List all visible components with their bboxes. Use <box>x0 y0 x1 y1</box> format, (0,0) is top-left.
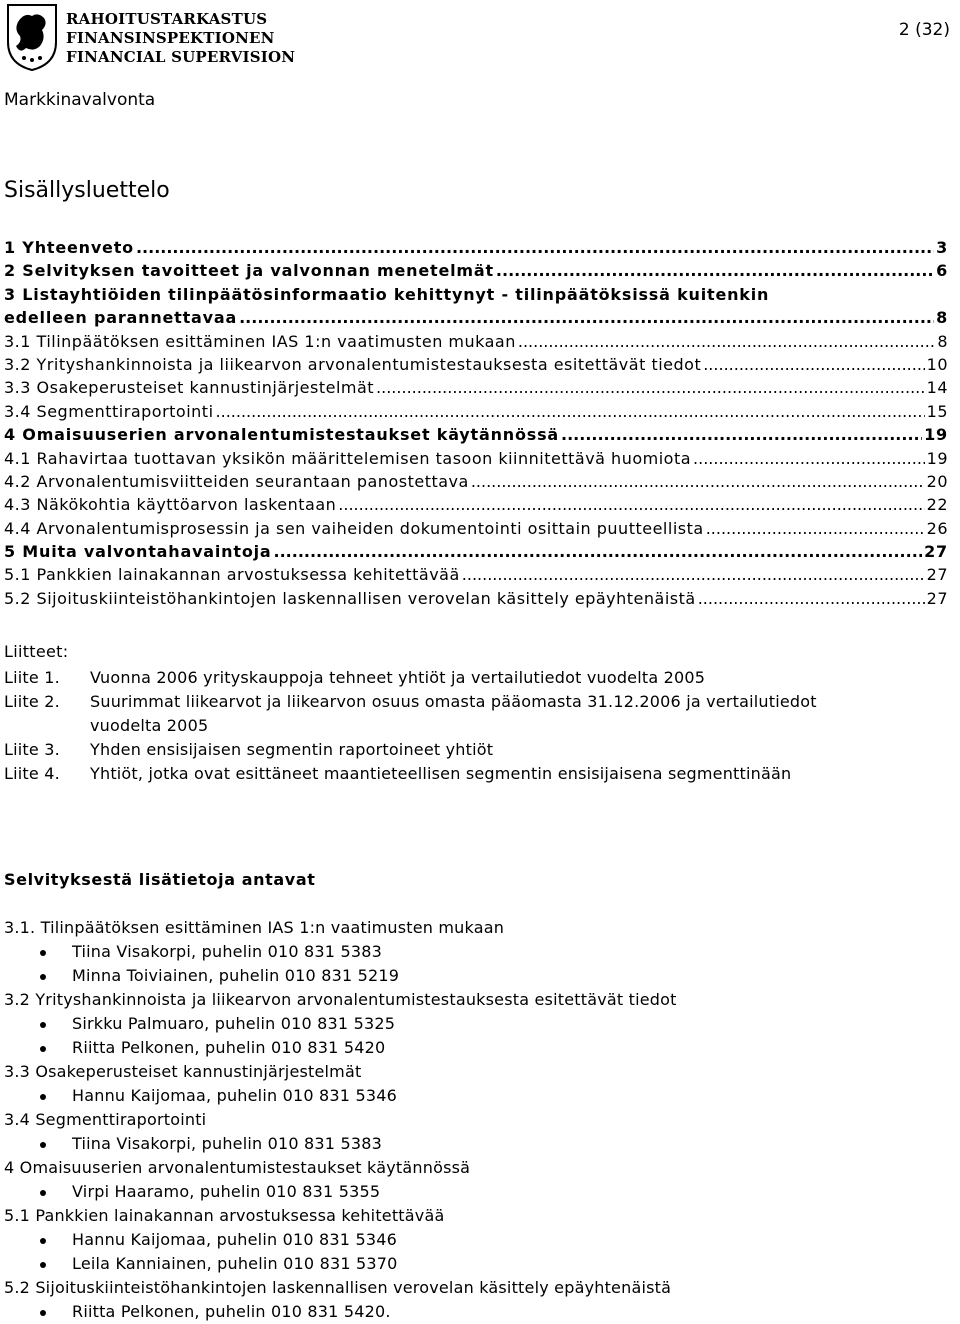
toc-entry-page: 15 <box>926 401 948 421</box>
attachment-id: Liite 1. <box>4 668 60 687</box>
logo-line: FINANCIAL SUPERVISION <box>66 48 296 66</box>
contact-person-text: Riitta Pelkonen, puhelin 010 831 5420. <box>72 1302 391 1321</box>
contact-person <box>4 1084 944 1108</box>
toc-leader-dots <box>471 470 925 493</box>
toc-entry-page: 3 <box>936 238 948 257</box>
toc-entry-label: 4 Omaisuuserien arvonalentumistestaukset käytännössä <box>4 425 559 445</box>
bullet-icon <box>40 950 46 956</box>
attachment-text <box>90 666 960 690</box>
toc-entry-label: 1 Yhteenveto <box>4 238 134 257</box>
toc-entry[interactable] <box>4 330 948 353</box>
contact-person <box>4 1132 944 1156</box>
logo <box>4 2 296 74</box>
contact-topic: 3.2 Yrityshankinnoista ja liikearvon arvonalentumistestauksesta esitettävät tiedot <box>4 990 677 1009</box>
contact-person <box>4 1228 944 1252</box>
bullet-icon <box>40 1238 46 1244</box>
toc-entry-page: 27 <box>926 588 948 608</box>
toc-entry-label: 3.4 Segmenttiraportointi <box>4 401 214 421</box>
contact-person-text: Tiina Visakorpi, puhelin 010 831 5383 <box>72 942 382 961</box>
toc-leader-dots <box>216 400 925 423</box>
toc-leader-dots <box>496 259 934 282</box>
toc-entry[interactable] <box>4 353 948 376</box>
contact-person <box>4 1036 944 1060</box>
toc-entry[interactable] <box>4 376 948 399</box>
toc-entry-page: 6 <box>936 261 948 281</box>
page-number: 2 (32) <box>898 20 950 40</box>
toc-entry-page: 14 <box>926 378 948 398</box>
toc-entry[interactable] <box>4 423 948 446</box>
toc-entry-label: 3.2 Yrityshankinnoista ja liikearvon arvonalentumistestauksesta esitettävät tiedot <box>4 354 702 374</box>
toc-entry[interactable] <box>4 283 948 306</box>
contact-person-text: Riitta Pelkonen, puhelin 010 831 5420 <box>72 1038 386 1057</box>
contact-person-text: Tiina Visakorpi, puhelin 010 831 5383 <box>72 1134 382 1153</box>
contact-topic: 5.2 Sijoituskiinteistöhankintojen laskennallisen verovelan käsittely epäyhtenäistä <box>4 1278 672 1297</box>
toc-entry-page: 8 <box>936 308 948 328</box>
toc-entry-page: 19 <box>926 448 948 468</box>
attachment-item <box>4 690 960 738</box>
toc-leader-dots <box>239 306 934 329</box>
toc-leader-dots <box>274 540 923 563</box>
toc-entry-page: 27 <box>926 565 948 585</box>
toc-title: Sisällysluettelo <box>4 178 170 203</box>
contact-topic: 4 Omaisuuserien arvonalentumistestaukset käytännössä <box>4 1158 471 1177</box>
attachment-text <box>90 738 960 762</box>
department-label: Markkinavalvonta <box>4 90 156 110</box>
contact-person-text: Hannu Kaijomaa, puhelin 010 831 5346 <box>72 1086 397 1105</box>
toc-leader-dots <box>561 423 922 446</box>
toc-entry-label: 5.2 Sijoituskiinteistöhankintojen laskennallisen verovelan käsittely epäyhtenäistä <box>4 588 696 608</box>
logo-text <box>66 10 295 67</box>
attachment-item <box>4 666 960 690</box>
attachment-text-line: Yhden ensisijaisen segmentin raportoineet yhtiöt <box>90 740 494 759</box>
toc-leader-dots <box>706 517 925 540</box>
contact-person-text: Minna Toiviainen, puhelin 010 831 5219 <box>72 966 400 985</box>
attachment-text-line: Suurimmat liikearvot ja liikearvon osuus omasta pääomasta 31.12.2006 ja vertailutiedot <box>90 692 817 711</box>
contact-person <box>4 1180 944 1204</box>
bullet-icon <box>40 974 46 980</box>
toc-entry-label: 2 Selvityksen tavoitteet ja valvonnan menetelmät <box>4 261 494 281</box>
toc-entry-page: 26 <box>926 518 948 538</box>
attachment-id: Liite 4. <box>4 764 60 783</box>
attachments-heading: Liitteet: <box>4 642 69 661</box>
bullet-icon <box>40 1094 46 1100</box>
toc-leader-dots <box>338 493 924 516</box>
attachments-list <box>4 666 960 786</box>
logo-line: RAHOITUSTARKASTUS <box>66 10 268 28</box>
contact-person-text: Virpi Haaramo, puhelin 010 831 5355 <box>72 1182 381 1201</box>
toc-entry[interactable] <box>4 517 948 540</box>
bullet-icon <box>40 1310 46 1316</box>
toc-leader-dots <box>136 236 934 259</box>
attachment-item <box>4 738 960 762</box>
toc-entry[interactable] <box>4 447 948 470</box>
contact-person <box>4 1012 944 1036</box>
attachment-id: Liite 2. <box>4 692 60 711</box>
toc-entry-page: 27 <box>924 542 948 562</box>
toc-entry-page: 20 <box>926 471 948 491</box>
toc-leader-dots <box>518 330 935 353</box>
bullet-icon <box>40 1142 46 1148</box>
contact-person <box>4 1300 944 1324</box>
toc-entry-page: 22 <box>926 495 948 515</box>
toc-leader-dots <box>703 353 924 376</box>
attachment-text <box>90 762 960 786</box>
contact-person-text: Hannu Kaijomaa, puhelin 010 831 5346 <box>72 1230 397 1249</box>
toc-entry[interactable] <box>4 236 948 259</box>
attachment-text <box>90 690 960 738</box>
lion-crest-icon <box>4 2 60 72</box>
attachment-text-line: Yhtiöt, jotka ovat esittäneet maantieteellisen segmentin ensisijaisena segmenttinään <box>90 764 792 783</box>
logo-line: FINANSINSPEKTIONEN <box>66 29 275 47</box>
toc-entry-label: 5.1 Pankkien lainakannan arvostuksessa kehitettävää <box>4 565 460 585</box>
attachment-item <box>4 762 960 786</box>
toc-entry-label: 4.3 Näkökohtia käyttöarvon laskentaan <box>4 495 337 515</box>
toc-entry[interactable] <box>4 493 948 516</box>
toc-entry-label: edelleen parannettavaa <box>4 308 238 328</box>
bullet-icon <box>40 1262 46 1268</box>
bullet-icon <box>40 1046 46 1052</box>
toc-leader-dots <box>698 587 925 610</box>
contact-topic: 3.4 Segmenttiraportointi <box>4 1110 207 1129</box>
toc-entry-label: 5 Muita valvontahavaintoja <box>4 542 272 562</box>
contact-person-text: Leila Kanniainen, puhelin 010 831 5370 <box>72 1254 398 1273</box>
toc-entry[interactable] <box>4 400 948 423</box>
toc-entry-label: 4.2 Arvonalentumisviitteiden seurantaan panostettava <box>4 471 469 491</box>
toc-entry-page: 19 <box>924 425 948 445</box>
toc-entry-label: 3.3 Osakeperusteiset kannustinjärjestelmät <box>4 378 375 398</box>
attachment-text-line: vuodelta 2005 <box>90 716 209 735</box>
toc-entry[interactable] <box>4 259 948 282</box>
toc-entry-label: 3.1 Tilinpäätöksen esittäminen IAS 1:n vaatimusten mukaan <box>4 331 516 351</box>
bullet-icon <box>40 1022 46 1028</box>
toc-entry[interactable] <box>4 540 948 563</box>
toc-leader-dots <box>462 563 925 586</box>
table-of-contents <box>4 236 948 610</box>
toc-entry[interactable] <box>4 306 948 329</box>
attachment-id: Liite 3. <box>4 740 60 759</box>
contact-person <box>4 1252 944 1276</box>
toc-entry-page: 10 <box>926 354 948 374</box>
contact-person <box>4 964 944 988</box>
contact-topic: 3.1. Tilinpäätöksen esittäminen IAS 1:n vaatimusten mukaan <box>4 918 505 937</box>
contact-person <box>4 940 944 964</box>
toc-entry-page: 8 <box>937 331 948 351</box>
bullet-icon <box>40 1190 46 1196</box>
toc-entry[interactable] <box>4 587 948 610</box>
attachment-text-line: Vuonna 2006 yrityskauppoja tehneet yhtiöt ja vertailutiedot vuodelta 2005 <box>90 668 706 687</box>
contact-topic: 5.1 Pankkien lainakannan arvostuksessa kehitettävää <box>4 1206 445 1225</box>
toc-entry[interactable] <box>4 563 948 586</box>
toc-leader-dots <box>376 376 925 399</box>
toc-entry-label: 4.1 Rahavirtaa tuottavan yksikön määrittelemisen tasoon kiinnitettävä huomiota <box>4 448 692 468</box>
contacts-list <box>4 916 944 1324</box>
toc-entry[interactable] <box>4 470 948 493</box>
contact-person-text: Sirkku Palmuaro, puhelin 010 831 5325 <box>72 1014 396 1033</box>
toc-entry-label: 3 Listayhtiöiden tilinpäätösinformaatio kehittynyt - tilinpäätöksissä kuitenkin <box>4 284 770 304</box>
toc-leader-dots <box>693 447 925 470</box>
toc-entry-label: 4.4 Arvonalentumisprosessin ja sen vaiheiden dokumentointi osittain puutteellista <box>4 518 704 538</box>
contact-topic: 3.3 Osakeperusteiset kannustinjärjestelmät <box>4 1062 362 1081</box>
contacts-heading: Selvityksestä lisätietoja antavat <box>4 870 316 889</box>
